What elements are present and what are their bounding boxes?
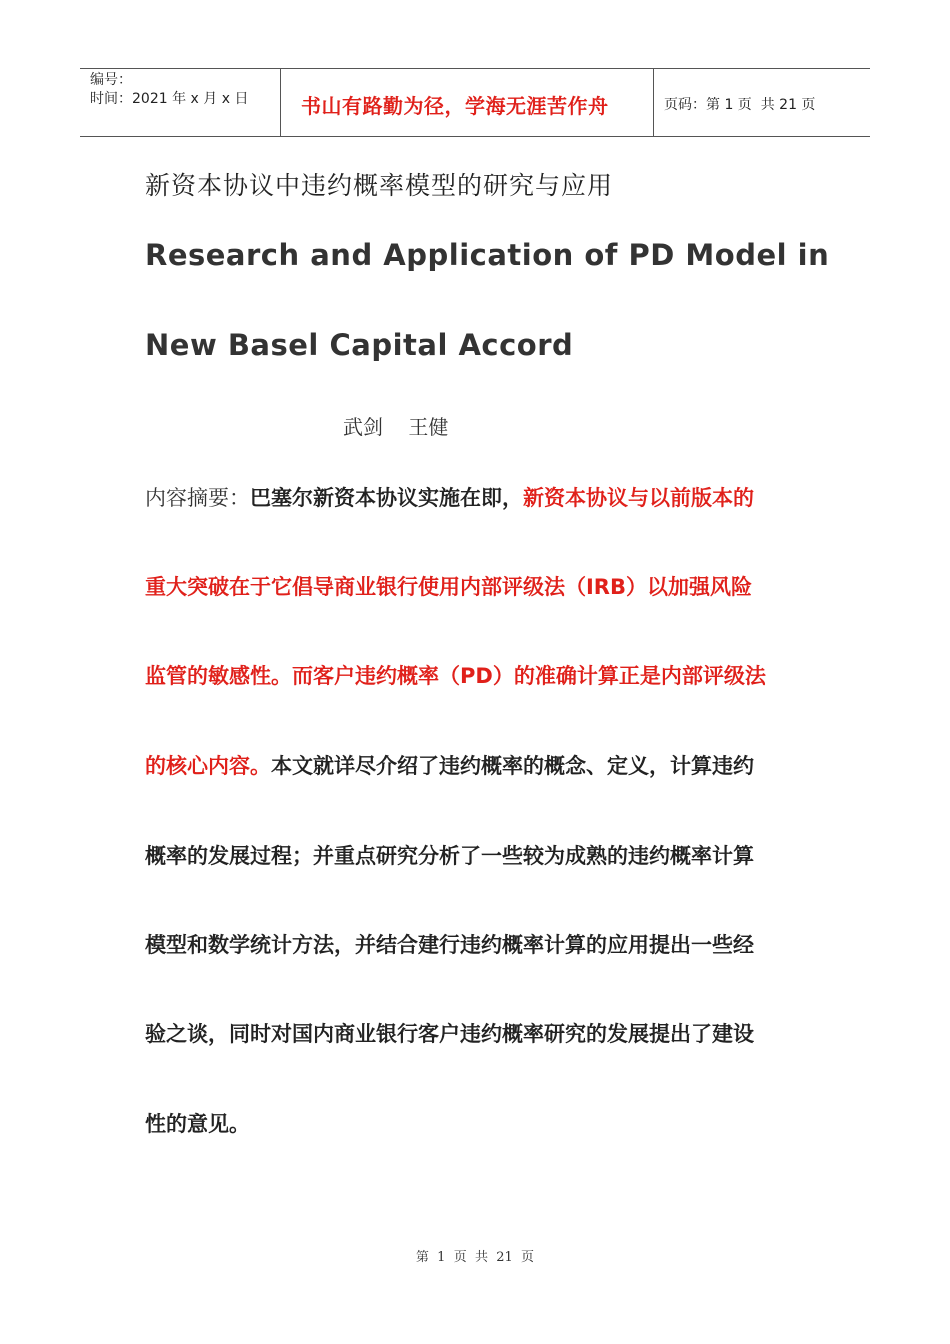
abstract-line-7: 验之谈，同时对国内商业银行客户违约概率研究的发展提出了建设: [145, 1022, 754, 1046]
abstract-line-4: [145, 751, 754, 781]
header-meta-cell: [80, 69, 281, 136]
abstract-line-2: [145, 572, 752, 602]
abstract-label: 内容摘要：: [145, 486, 250, 510]
header-motto: 书山有路勤为径，学海无涯苦作舟: [281, 69, 654, 136]
english-title-line-1: Research and Application of PD Model in: [145, 238, 830, 272]
abstract-line-4-red: 的核心内容。: [145, 754, 271, 778]
chinese-title: 新资本协议中违约概率模型的研究与应用: [145, 171, 614, 200]
document-number-label: 编号：: [90, 72, 132, 88]
document-date-label: 时间：2021 年 x 月 x 日: [90, 91, 249, 107]
abstract-line-1: [145, 483, 754, 513]
abstract-line-6: 模型和数学统计方法，并结合建行违约概率计算的应用提出一些经: [145, 933, 754, 957]
page-header-table: [80, 68, 870, 137]
abstract-line-8: 性的意见。: [145, 1112, 250, 1136]
abstract-line-2-red: 重大突破在于它倡导商业银行使用内部评级法（IRB）以加强风险: [145, 575, 752, 599]
abstract-line-4-black: 本文就详尽介绍了违约概率的概念、定义，计算违约: [271, 754, 754, 778]
abstract-line-5: 概率的发展过程；并重点研究分析了一些较为成熟的违约概率计算: [145, 844, 754, 868]
abstract-line-1-black: 巴塞尔新资本协议实施在即，: [250, 486, 523, 510]
authors: 武剑 王健: [343, 415, 449, 439]
abstract-line-1-red: 新资本协议与以前版本的: [523, 486, 754, 510]
abstract-line-3: [145, 661, 766, 691]
english-title-line-2: New Basel Capital Accord: [145, 328, 574, 362]
abstract-line-3-red: 监管的敏感性。而客户违约概率（PD）的准确计算正是内部评级法: [145, 664, 766, 688]
header-page-info: 页码：第 1 页 共 21 页: [664, 96, 816, 113]
page-footer: 第 1 页 共 21 页: [415, 1250, 535, 1265]
